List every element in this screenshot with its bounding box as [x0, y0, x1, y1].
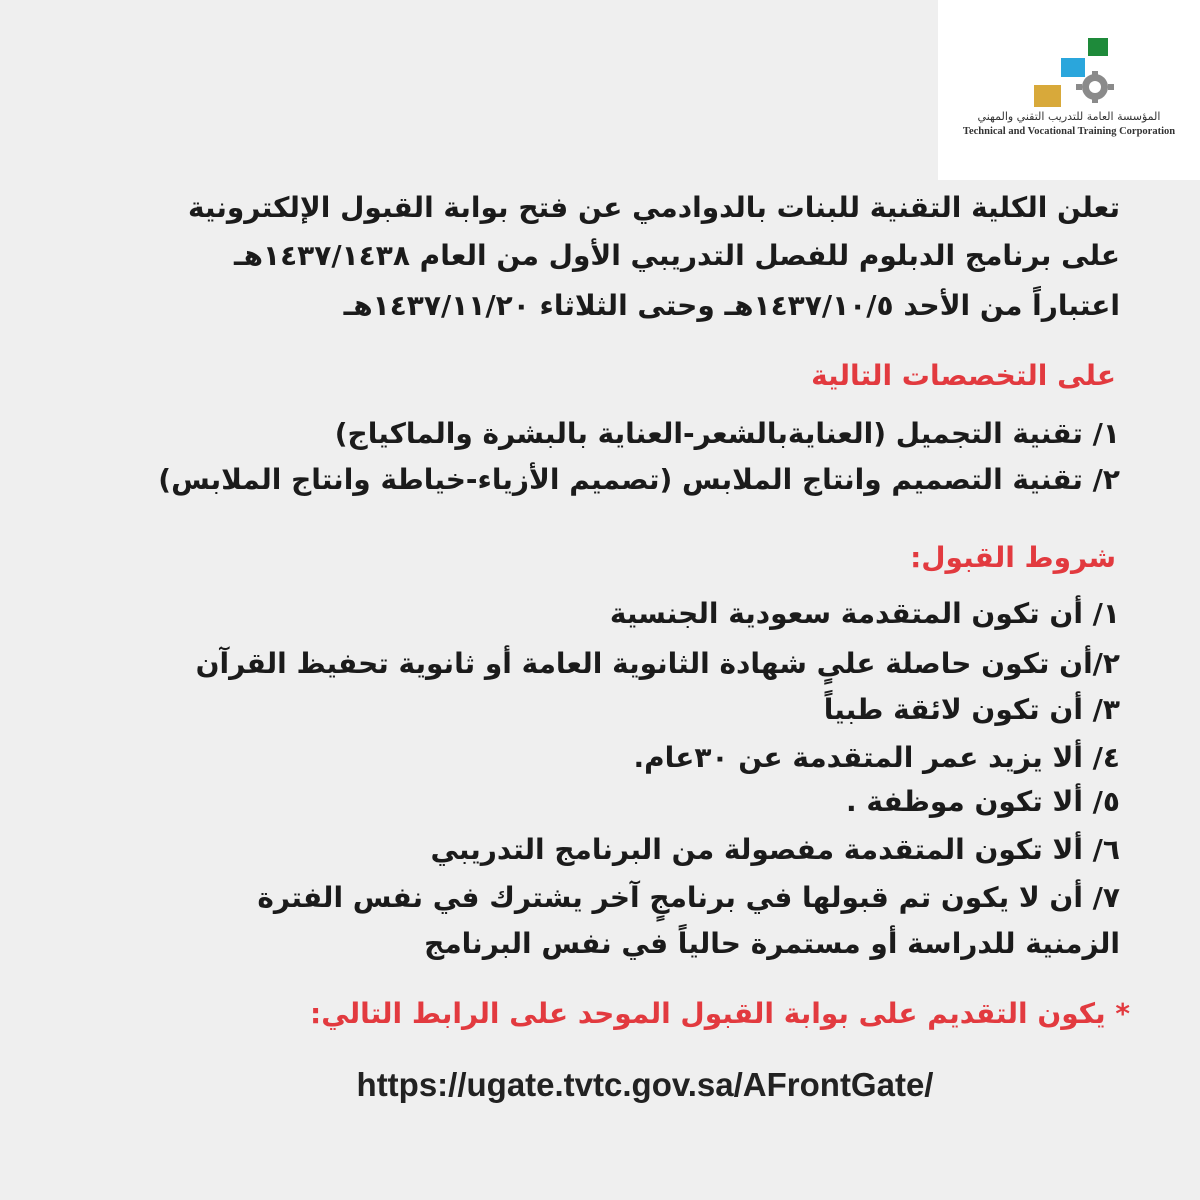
- specialties-heading: على التخصصات التالية: [811, 359, 1116, 392]
- specialty-item-1: ١/ تقنية التجميل (العنايةبالشعر-العناية بالبشرة والماكياج): [334, 417, 1120, 450]
- condition-item-6: ٦/ ألا تكون المتقدمة مفصولة من البرنامج التدريبي: [430, 833, 1120, 866]
- condition-item-5: ٥/ ألا تكون موظفة .: [845, 785, 1120, 818]
- intro-line-2: على برنامج الدبلوم للفصل التدريبي الأول من العام ١٤٣٧/١٤٣٨هـ: [234, 239, 1120, 272]
- application-link[interactable]: https://ugate.tvtc.gov.sa/AFrontGate/: [356, 1066, 934, 1103]
- specialty-item-2: ٢/ تقنية التصميم وانتاج الملابس (تصميم الأزياء-خياطة وانتاج الملابس): [158, 463, 1120, 496]
- condition-item-3: ٣/ أن تكون لائقة طبياً: [823, 693, 1120, 726]
- tvtc-logo-icon: [1015, 38, 1115, 108]
- intro-line-1: تعلن الكلية التقنية للبنات بالدوادمي عن فتح بوابة القبول الإلكترونية: [187, 191, 1120, 224]
- intro-line-3: اعتباراً من الأحد ١٤٣٧/١٠/٥هـ وحتى الثلاثاء ١٤٣٧/١١/٢٠هـ: [343, 289, 1120, 322]
- condition-item-7: ٧/ أن لا يكون تم قبولها في برنامجٍ آخر يشترك في نفس الفترة: [257, 881, 1120, 914]
- conditions-heading: شروط القبول:: [910, 541, 1116, 574]
- condition-item-4: ٤/ ألا يزيد عمر المتقدمة عن ٣٠عام.: [633, 741, 1120, 774]
- logo-english-name: Technical and Vocational Training Corporation: [962, 126, 1176, 137]
- logo-arabic-name: المؤسسة العامة للتدريب التقني والمهني: [977, 110, 1161, 123]
- condition-item-2: ٢/أن تكون حاصلة علىٍ شهادة الثانوية العامة أو ثانوية تحفيظ القرآن: [195, 647, 1120, 680]
- condition-item-7-continued: الزمنية للدراسة أو مستمرة حالياً في نفس البرنامج: [424, 927, 1120, 960]
- condition-item-1: ١/ أن تكون المتقدمة سعودية الجنسية: [609, 597, 1120, 630]
- apply-note: * يكون التقديم على بوابة القبول الموحد على الرابط التالي:: [310, 997, 1130, 1030]
